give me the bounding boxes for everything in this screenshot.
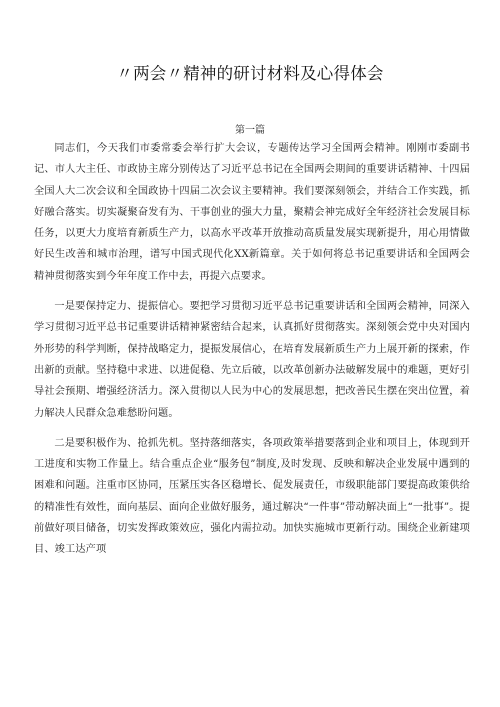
section-heading: 第一篇	[235, 125, 265, 136]
paragraph: 二是要积极作为、抢抓先机。坚持落细落实，各项政策举措要落到企业和项目上，体现到开工进度和实物工作量上。结合重点企业“服务包”制度,及时发现、反映和解决企业发展中遇到的困难和问题。注重市区协同，压紧压实各区稳增长、促发展责任，市级职能部门要提高政策供给的精准性有效性，面向基层、面向企业做好服务，通过解决“一件事”带动解决面上“一批事”。提前做好项目储备，切实发挥政策效应，强化内需拉动。加快实施城市更新行动。围绕企业新建项目、竣工达产项	[34, 437, 470, 556]
document-title: 〃两会〃精神的研讨材料及心得体会	[116, 64, 384, 83]
paragraph: 同志们，今天我们市委常委会举行扩大会议，专题传达学习全国两会精神。刚刚市委副书记、市人大主任、市政协主席分别传达了习近平总书记在全国两会期间的重要讲话精神、十四届全国人大二次会议和全国政协十四届二次会议主要精神。我们要深刻领会，并结合工作实践，抓好融合落实。切实凝聚奋发有为、干事创业的强大力量，聚精会神完成好全年经济社会发展目标任务，以更大力度培育新质生产力，以高水平改革开放推动高质量发展实现新提升，用心用情做好民生改善和城市治理，谱写中国式现代化XX新篇章。关于如何将总书记重要讲话和全国两会精神贯彻落实到今年年度工作中去，再提六点要求。	[34, 143, 470, 282]
document-body	[34, 138, 470, 561]
paragraph: 一是要保持定力、提振信心。要把学习贯彻习近平总书记重要讲话和全国两会精神，同深入学习贯彻习近平总书记重要讲话精神紧密结合起来，认真抓好贯彻落实。深刻领会党中央对国内外形势的科学判断，保持战略定力，提振发展信心，在培育发展新质生产力上展开新的探索，作出新的贡献。坚持稳中求进、以进促稳、先立后破，以改革创新办法破解发展中的难题，更好引导社会预期、增强经济活力。深入贯彻以人民为中心的发展思想，把改善民生摆在突出位置，着力解决人民群众急难愁盼问题。	[34, 301, 470, 419]
